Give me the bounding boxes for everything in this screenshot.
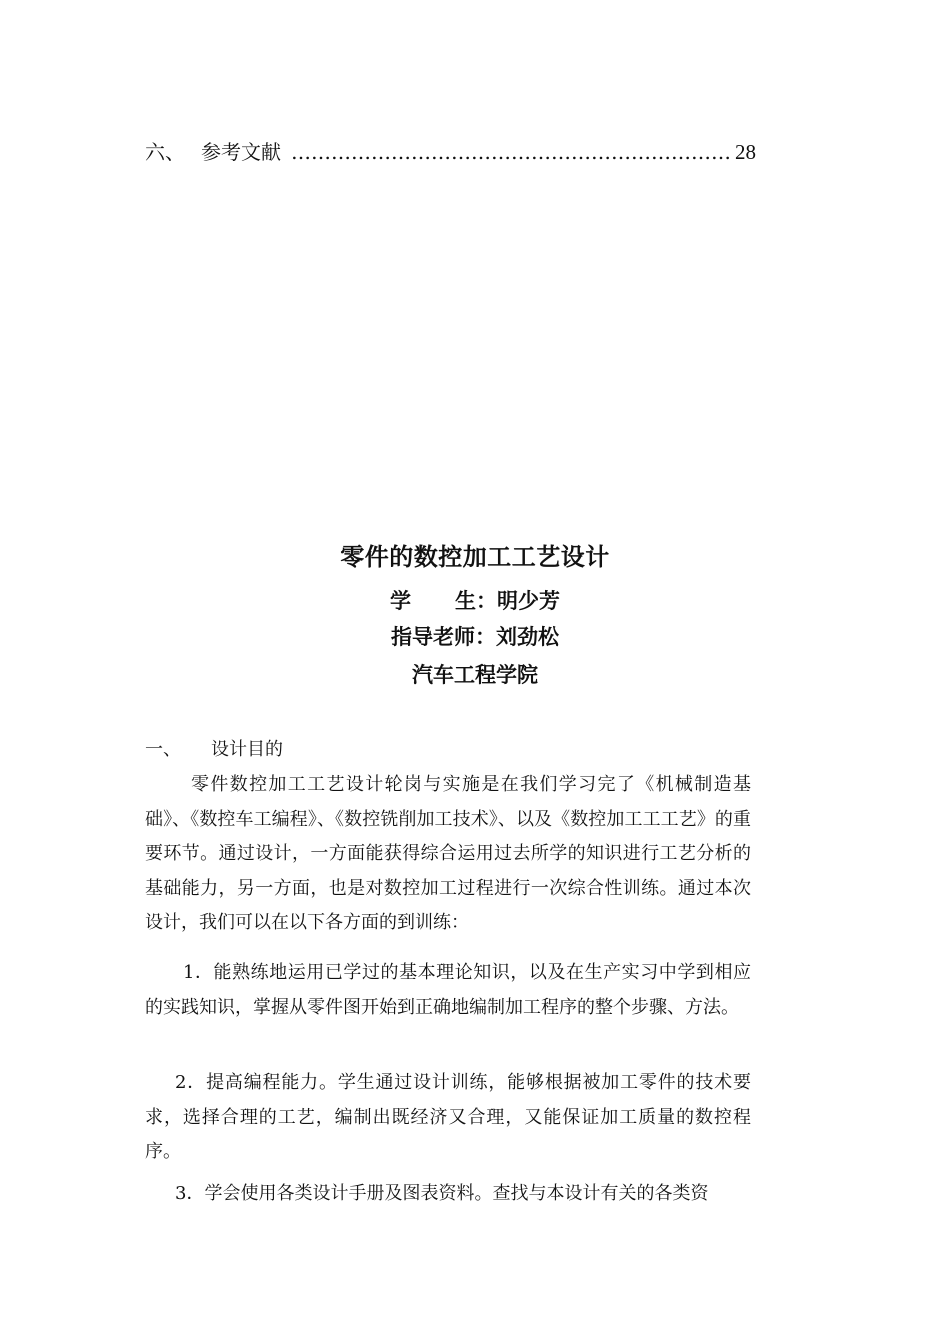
- section-heading: [145, 736, 283, 764]
- advisor-label: 指导老师: [391, 624, 475, 649]
- toc-entry-title: 参考文献: [201, 140, 281, 164]
- author-name: ：明少芳: [476, 588, 560, 613]
- document-title: 零件的数控加工工艺设计: [340, 542, 610, 571]
- advisor-line: [0, 622, 950, 652]
- paragraph-intro: 零件数控加工工艺设计轮岗与实施是在我们学习完了《机械制造基础》、《数控车工编程》、《数控铣削加工技术》、以及《数控加工工工艺》的重要环节。通过设计，一方面能获得综合运用过去所学的知识进行工艺分析的基础能力，另一方面，也是对数控加工过程进行一次综合性训练。通过本次设计，我们可以在以下各方面的到训练：: [145, 774, 751, 933]
- toc-page-number: 28: [735, 140, 756, 164]
- toc-entry-number: 六、: [145, 140, 185, 164]
- advisor-name: ：刘劲松: [475, 624, 559, 649]
- paragraph-item-3: 3．学会使用各类设计手册及图表资料。查找与本设计有关的各类资: [175, 1183, 709, 1204]
- paragraph-item-1: 1．能熟练地运用已学过的基本理论知识，以及在生产实习中学到相应的实践知识，掌握从零件图开始到正确地编制加工程序的整个步骤、方法。: [145, 962, 751, 1018]
- section-number: 一、: [145, 739, 181, 760]
- author-label: 学生: [390, 588, 476, 613]
- paragraph-item-2: 2．提高编程能力。学生通过设计训练，能够根据被加工零件的技术要求，选择合理的工艺，编制出既经济又合理，又能保证加工质量的数控程序。: [145, 1072, 751, 1162]
- section-title: 设计目的: [211, 739, 283, 760]
- toc-leader-dots: …………………………………………………………: [291, 140, 731, 164]
- toc-entry-references[interactable]: [145, 138, 760, 166]
- school-name: 汽车工程学院: [412, 662, 538, 687]
- author-line: [0, 586, 950, 616]
